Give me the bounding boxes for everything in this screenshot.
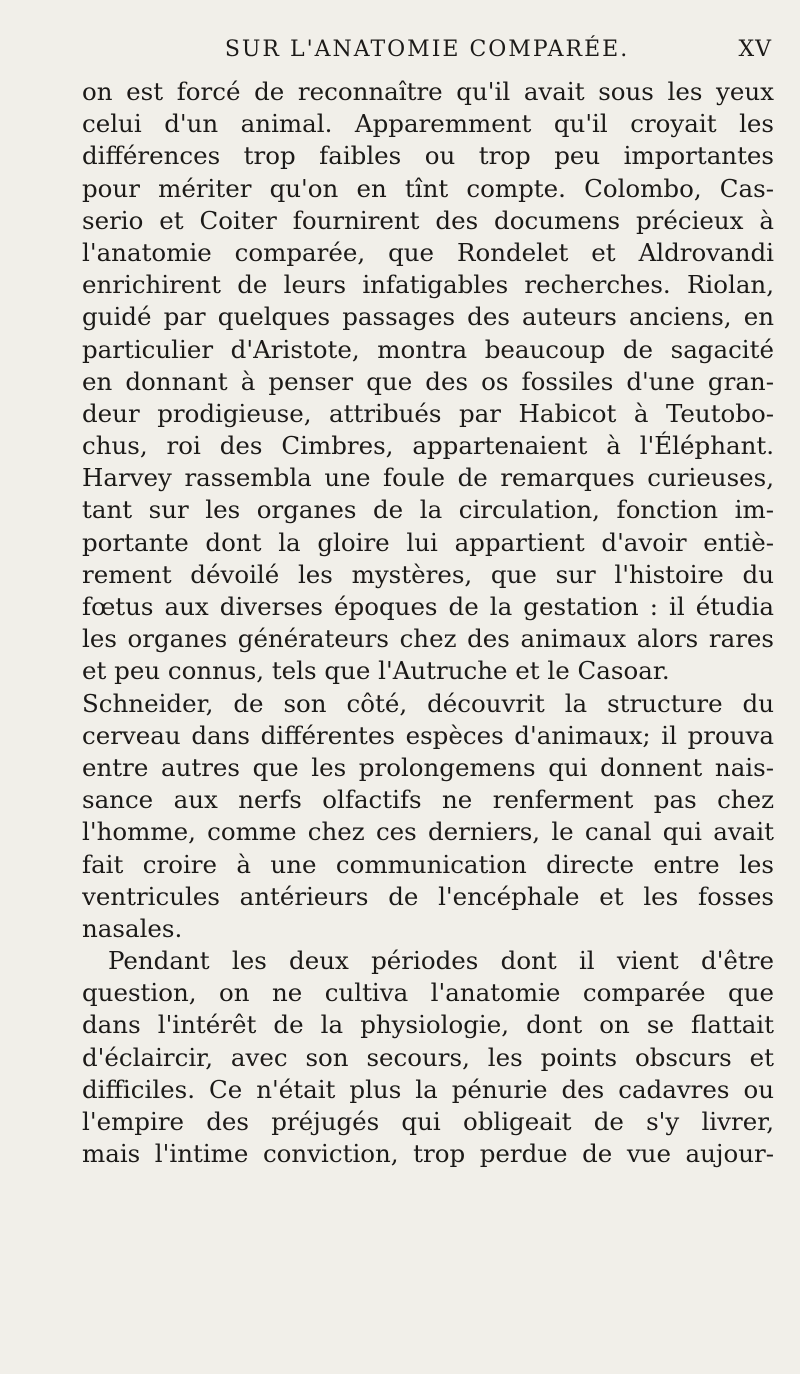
text-line: fœtus aux diverses époques de la gestation : il étudia [82,592,774,621]
text-line: cerveau dans différentes espèces d'animaux; il prouva [82,720,774,750]
running-title: SUR L'ANATOMIE COMPARÉE. [224,37,630,62]
body-text [82,76,774,1170]
text-line: et peu connus, tels que l'Autruche et le Casoar. [82,656,670,686]
text-line: l'empire des préjugés qui obligeait de s'y livrer, [82,1107,774,1136]
text-line: sance aux nerfs olfactifs ne renferment pas chez [82,785,774,815]
text-line: mais l'intime conviction, trop perdue de vue aujour- [82,1139,774,1169]
text-line: particulier d'Aristote, montra beaucoup de sagacité [82,334,774,364]
text-line: serio et Coiter fournirent des documens précieux à [82,205,774,235]
paragraph-end-line: nasales. [82,913,183,943]
text-line: on est forcé de reconnaître qu'il avait sous les yeux [82,77,774,106]
text-line: celui d'un animal. Apparemment qu'il croyait les [82,109,774,139]
text-line: ventricules antérieurs de l'encéphale et les fosses [82,881,774,911]
text-line: question, on ne cultiva l'anatomie comparée que [82,978,774,1008]
text-line: entre autres que les prolongemens qui donnent nais- [82,752,774,782]
text-line: Schneider, de son côté, découvrit la structure du [82,688,774,718]
text-line: l'anatomie comparée, que Rondelet et Aldrovandi [82,237,774,267]
text-line: rement dévoilé les mystères, que sur l'histoire du [82,559,774,589]
text-line: fait croire à une communication directe entre les [82,849,774,879]
text-line: en donnant à penser que des os fossiles d'une gran- [82,366,774,396]
text-line: l'homme, comme chez ces derniers, le canal qui avait [82,817,774,847]
text-line: chus, roi des Cimbres, appartenaient à l'Éléphant. [82,431,774,461]
text-line: portante dont la gloire lui appartient d'avoir entiè- [82,527,774,557]
text-line: guidé par quelques passages des auteurs anciens, en [82,302,774,332]
text-line: Harvey rassembla une foule de remarques curieuses, [82,463,774,493]
text-line: les organes générateurs chez des animaux alors rares [82,624,774,654]
text-line: différences trop faibles ou trop peu importantes [82,141,774,171]
text-line: difficiles. Ce n'était plus la pénurie des cadavres ou [82,1074,774,1104]
text-line: deur prodigieuse, attribués par Habicot à Teutobo- [82,398,774,428]
paragraph-start-line: Pendant les deux périodes dont il vient d'être [108,946,774,976]
text-line: pour mériter qu'on en tînt compte. Colombo, Cas- [82,173,774,203]
text-line: tant sur les organes de la circulation, fonction im- [82,495,774,525]
text-line: enrichirent de leurs infatigables recherches. Riolan, [82,270,774,300]
page-number: XV [738,37,772,62]
text-line: d'éclaircir, avec son secours, les points obscurs et [82,1042,774,1072]
text-line: dans l'intérêt de la physiologie, dont on se flattait [82,1010,774,1040]
running-head [82,30,772,70]
